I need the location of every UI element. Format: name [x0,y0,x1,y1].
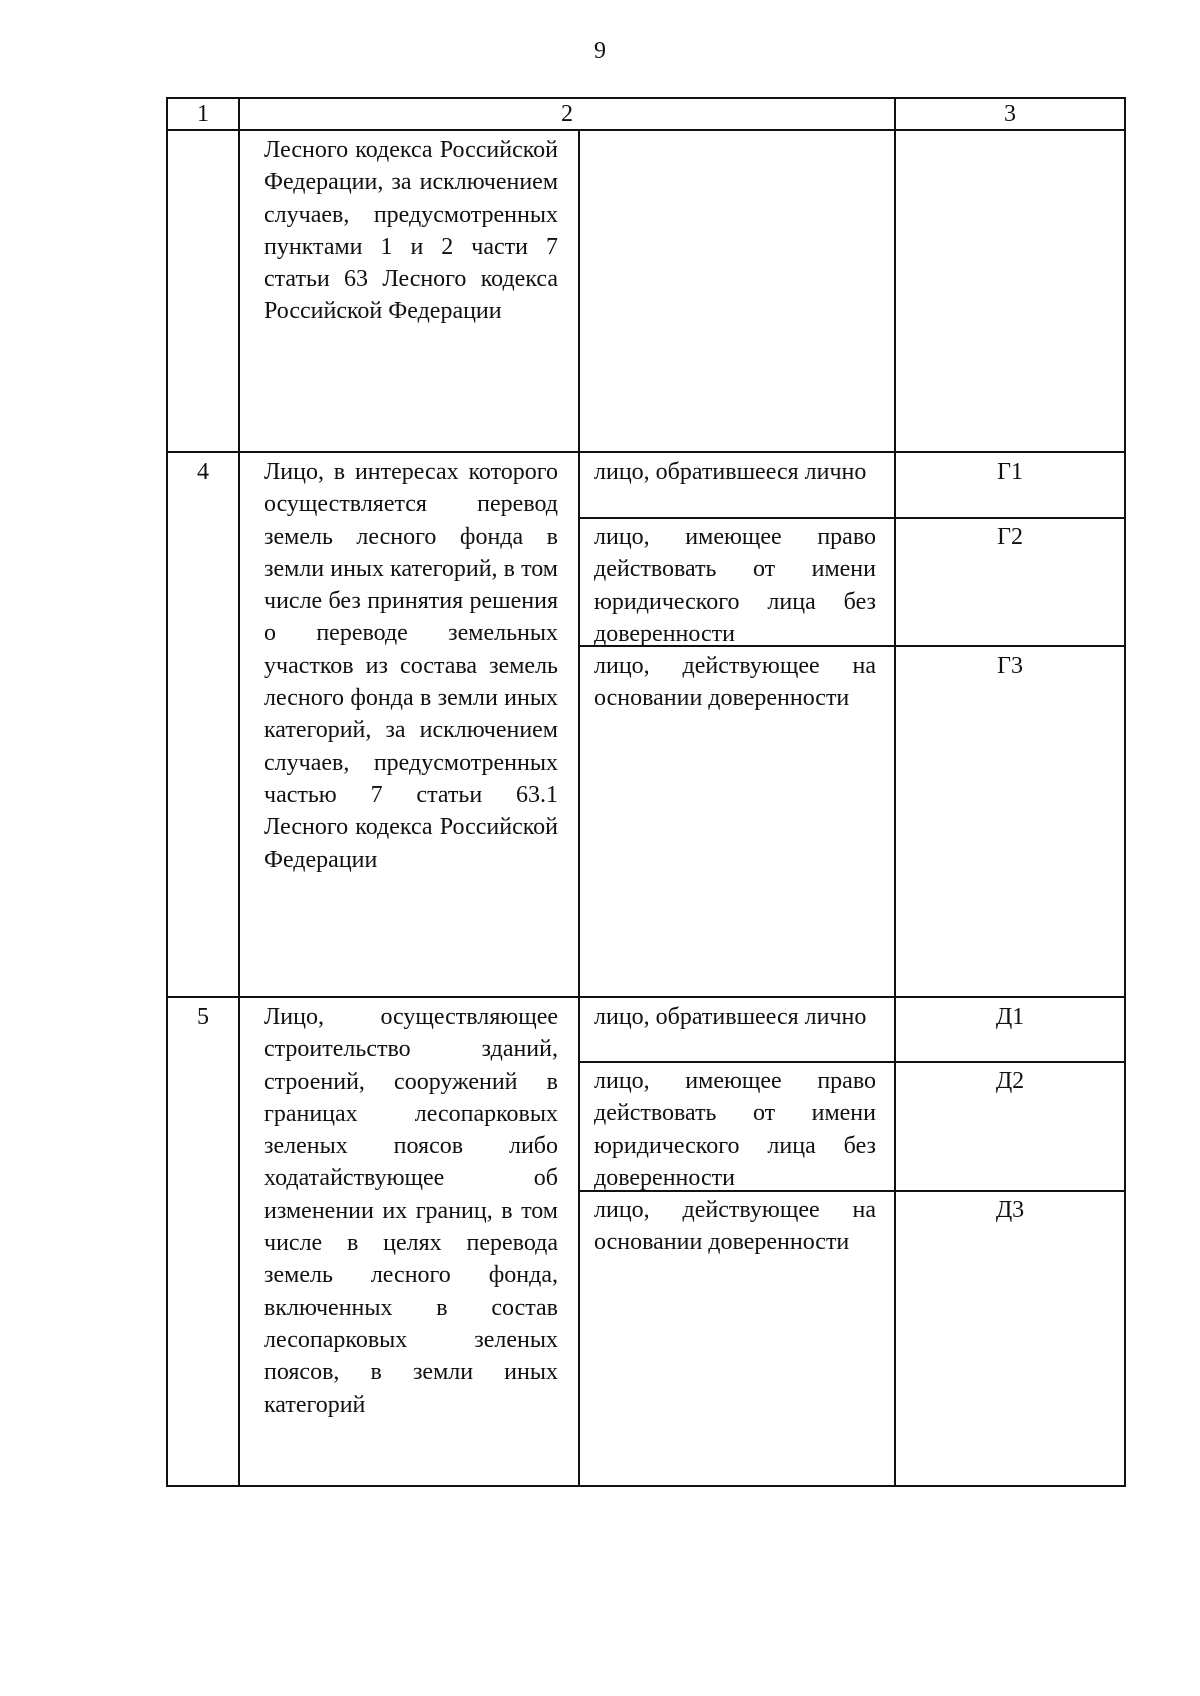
row-description: Лицо, в интересах которого осуществляется перевод земель лесного фонда в земли иных категорий, в том числе без принятия решения о переводе земельных участков из состава земель лесного фонда в земли иных категорий, за исключением случаев, предусмотренных частью 7 статьи 63.1 Лесного кодекса Российской Федерации [264,459,558,873]
applicant-type: лицо, имеющее право действовать от имени юридического лица без доверенности [594,524,876,647]
code-cell: Г2 [997,524,1023,550]
applicant-type: лицо, действующее на основании доверенности [594,1197,876,1256]
code-cell: Д3 [995,1197,1025,1223]
table-border-left [166,97,168,1487]
row-description: Лицо, осуществляющее строительство зданий, строений, сооружений в границах лесопарковых зеленых поясов либо ходатайствующее об изменении их границ, в том числе в целях перевода земель лесного фонда, включенных в состав лесопарковых зеленых поясов, в земли иных категорий [264,1004,558,1418]
subrow-line-g1 [578,517,1126,519]
applicant-table [166,97,1126,1487]
applicant-type: лицо, обратившееся лично [594,459,867,485]
code-cell: Г1 [997,459,1023,485]
code-cell: Д2 [995,1068,1025,1094]
row-line-4 [166,451,1126,453]
row-number: 5 [197,1004,209,1030]
col-divider-2a [894,97,896,1487]
subrow-line-d1 [578,1061,1126,1063]
applicant-type: лицо, имеющее право действовать от имени юридического лица без доверенности [594,1068,876,1191]
table-border-bottom [166,1485,1126,1487]
header-col-3: 3 [1004,101,1016,127]
code-cell: Д1 [995,1004,1025,1030]
table-border-right [1124,97,1126,1487]
code-cell: Г3 [997,653,1023,679]
applicant-type: лицо, обратившееся лично [594,1004,867,1030]
col-divider-1 [238,97,240,1487]
row-number: 4 [197,459,209,485]
page-number: 9 [594,38,606,64]
header-col-1: 1 [197,101,209,127]
header-col-2: 2 [561,101,573,127]
applicant-type: лицо, действующее на основании доверенности [594,653,876,712]
col-divider-2b [578,130,580,1487]
continuation-description: Лесного кодекса Российской Федерации, за исключением случаев, предусмотренных пунктами 1 и 2 части 7 статьи 63 Лесного кодекса Российской Федерации [264,137,558,325]
row-line-5 [166,996,1126,998]
